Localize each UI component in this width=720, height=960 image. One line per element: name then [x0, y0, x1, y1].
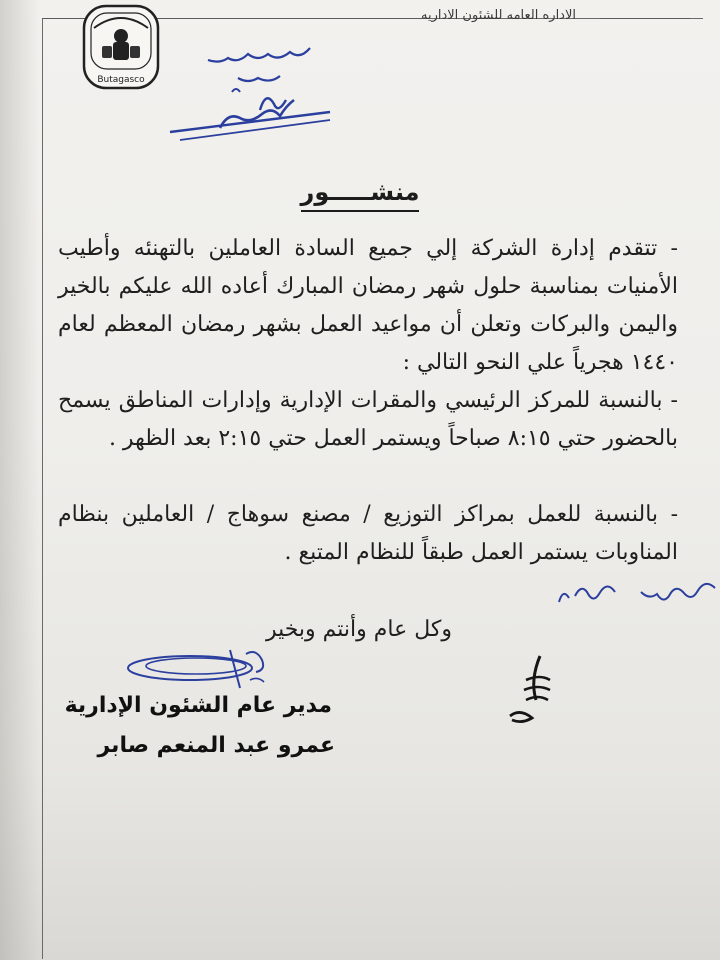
closing-greeting: وكل عام وأنتم وبخير	[265, 617, 452, 642]
paragraph-shift-workers: - بالنسبة للعمل بمراكز التوزيع / مصنع سوهاج / العاملين بنظام المناوبات يستمر العمل طبقاً للنظام المتبع .	[58, 502, 678, 565]
document-title-text: منشـــــور	[301, 178, 420, 212]
blue-signature	[120, 640, 290, 700]
company-logo	[80, 2, 162, 92]
paragraph-headquarters-hours: - بالنسبة للمركز الرئيسي والمقرات الإدارية وإدارات المناطق يسمح بالحضور حتي ٨:١٥ صباحاً ويستمر العمل حتي ٢:١٥ بعد الظهر .	[58, 388, 678, 451]
page-shadow	[0, 0, 40, 960]
department-header: الاداره العامه للشئون الاداريه	[421, 8, 576, 23]
signatory-name: عمرو عبد المنعم صابر	[97, 733, 335, 758]
header-rule-right	[600, 18, 690, 19]
handwritten-note-top	[160, 40, 340, 150]
black-signature	[500, 650, 570, 730]
logo-latin-text: Butagasco	[97, 75, 145, 85]
signatory-title: مدير عام الشئون الإدارية	[64, 693, 332, 718]
document-title	[0, 178, 720, 212]
page-border	[42, 18, 703, 959]
paragraph-greeting: - تتقدم إدارة الشركة إلي جميع السادة العاملين بالتهنئه وأطيب الأمنيات بمناسبة حلول شهر رمضان المبارك أعاده الله عليكم بالخير واليمن والبركات وتعلن أن مواعيد العمل بشهر رمضان المعظم لعام ١٤٤٠ هجرياً علي النحو التالي :	[58, 236, 678, 375]
handwritten-note-right	[555, 568, 720, 613]
